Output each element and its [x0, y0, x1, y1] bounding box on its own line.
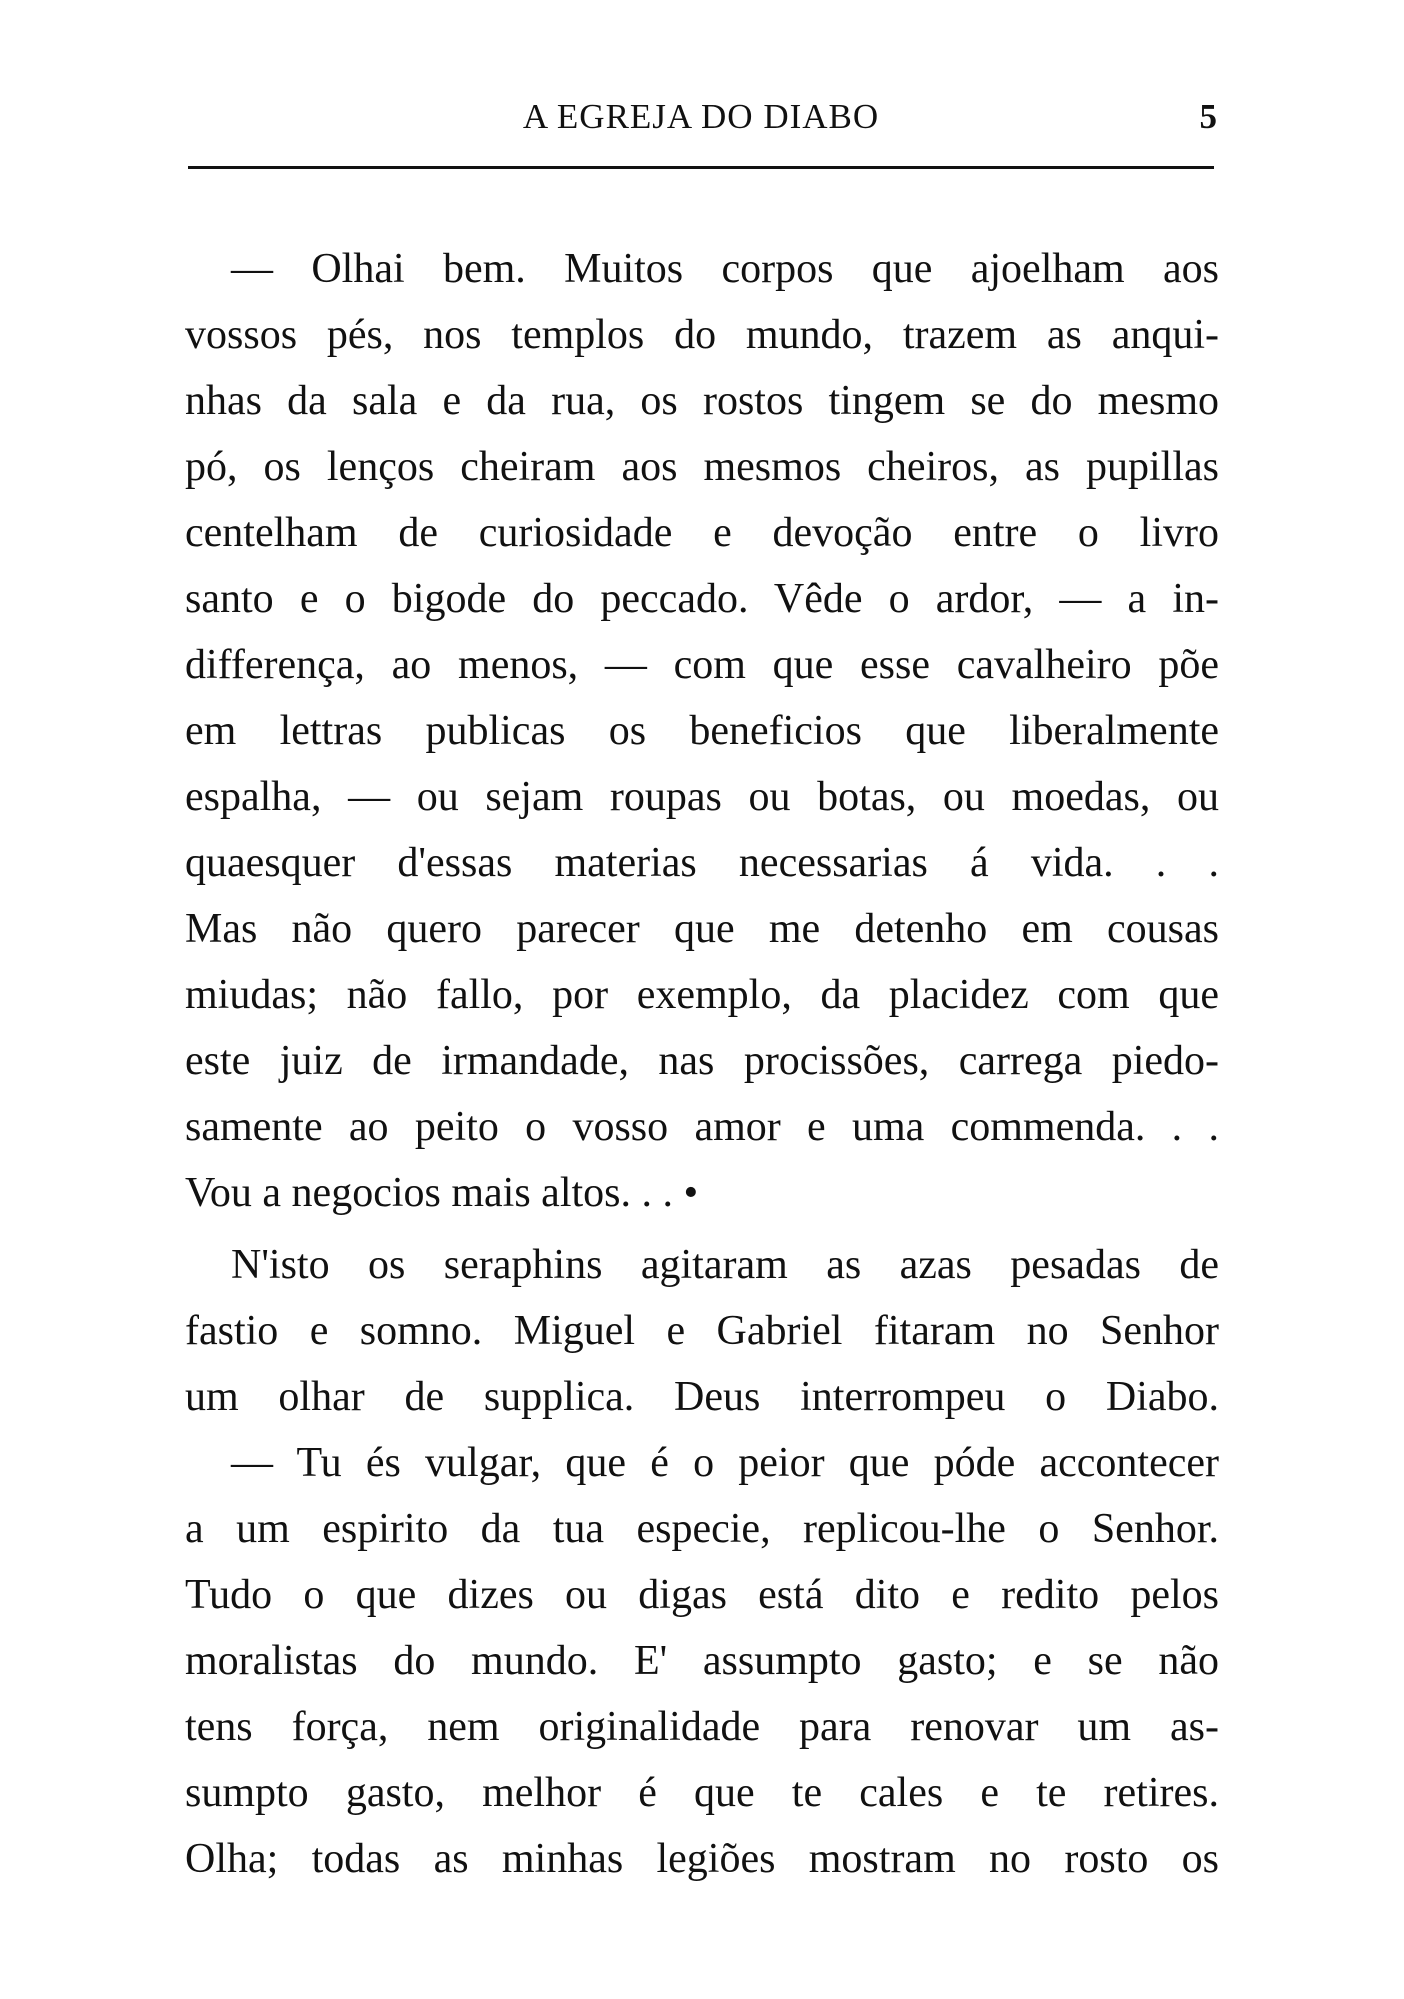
text-line: differença, ao menos, — com que esse cavalheiro põe — [185, 642, 1219, 688]
text-line: espalha, — ou sejam roupas ou botas, ou moedas, ou — [185, 774, 1219, 820]
paragraph-3 — [185, 1430, 1219, 1892]
text-line: sumpto gasto, melhor é que te cales e te retires. — [185, 1770, 1219, 1816]
text-line: N'isto os seraphins agitaram as azas pesadas de — [231, 1242, 1219, 1288]
text-line: moralistas do mundo. E' assumpto gasto; e se não — [185, 1638, 1219, 1684]
paragraph-1 — [185, 236, 1219, 1226]
paragraph-2 — [185, 1232, 1219, 1430]
text-line: samente ao peito o vosso amor e uma commenda. . . — [185, 1104, 1219, 1150]
page-number: 5 — [1199, 97, 1217, 136]
text-line: Tudo o que dizes ou digas está dito e redito pelos — [185, 1572, 1219, 1618]
text-line: um olhar de supplica. Deus interrompeu o Diabo. — [185, 1374, 1219, 1420]
text-line: fastio e somno. Miguel e Gabriel fitaram no Senhor — [185, 1308, 1219, 1354]
text-line: a um espirito da tua especie, replicou-lhe o Senhor. — [185, 1506, 1219, 1552]
text-line: Mas não quero parecer que me detenho em cousas — [185, 906, 1219, 952]
text-line: nhas da sala e da rua, os rostos tingem se do mesmo — [185, 378, 1219, 424]
text-line: pó, os lenços cheiram aos mesmos cheiros, as pupillas — [185, 444, 1219, 490]
header-rule — [188, 166, 1214, 169]
body-text — [185, 236, 1219, 1892]
running-head — [185, 92, 1217, 142]
running-title: A EGREJA DO DIABO — [522, 97, 880, 136]
text-line: Vou a negocios mais altos. . . • — [185, 1170, 699, 1216]
text-line: vossos pés, nos templos do mundo, trazem as anqui- — [185, 312, 1219, 358]
text-line: santo e o bigode do peccado. Vêde o ardor, — a in- — [185, 576, 1219, 622]
text-line: Olha; todas as minhas legiões mostram no rosto os — [185, 1836, 1219, 1882]
text-line: — Tu és vulgar, que é o peior que póde accontecer — [231, 1440, 1219, 1486]
text-line: em lettras publicas os beneficios que liberalmente — [185, 708, 1219, 754]
text-line: tens força, nem originalidade para renovar um as- — [185, 1704, 1219, 1750]
text-line: quaesquer d'essas materias necessarias á vida. . . — [185, 840, 1219, 886]
text-line: este juiz de irmandade, nas procissões, carrega piedo- — [185, 1038, 1219, 1084]
text-line: centelham de curiosidade e devoção entre o livro — [185, 510, 1219, 556]
text-line: miudas; não fallo, por exemplo, da placidez com que — [185, 972, 1219, 1018]
text-line: — Olhai bem. Muitos corpos que ajoelham aos — [231, 246, 1219, 292]
